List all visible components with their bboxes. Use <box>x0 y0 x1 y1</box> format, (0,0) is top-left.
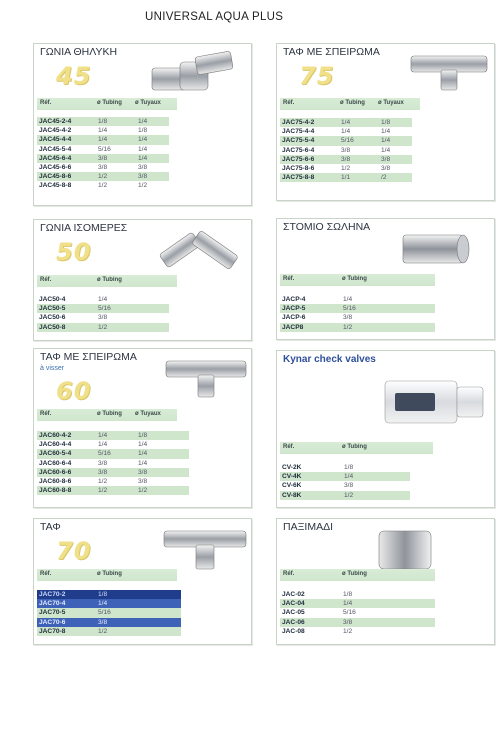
header-tuyaux: ø Tuyaux <box>135 100 161 106</box>
card-elbow-equal-50 <box>33 219 252 341</box>
check-valve-image <box>381 367 487 437</box>
cell-tuyaux: 1/8 <box>138 432 148 439</box>
table-row <box>37 431 189 440</box>
cell-tubing: 3/8 <box>98 459 108 467</box>
card-title: Kynar check valves <box>283 354 376 365</box>
header-tubing: ø Tubing <box>342 444 367 450</box>
cell-ref: JAC45-2-4 <box>39 118 72 125</box>
cell-tubing: 1/4 <box>344 473 354 481</box>
table-row <box>280 590 435 599</box>
table-body <box>37 431 189 495</box>
cell-tuyaux: 3/8 <box>138 163 148 171</box>
header-tubing: ø Tubing <box>340 100 365 106</box>
cell-ref: JAC70-6 <box>39 618 66 626</box>
header-tubing: ø Tubing <box>97 411 122 417</box>
cell-ref: JAC60-4-2 <box>39 432 72 439</box>
table-header <box>37 569 177 581</box>
header-ref: Réf. <box>40 411 52 417</box>
table-row <box>280 323 435 332</box>
cell-ref: JAC45-4-4 <box>39 136 72 144</box>
header-tuyaux: ø Tuyaux <box>135 411 161 417</box>
cell-tubing: 1/2 <box>344 491 354 499</box>
table-body <box>280 590 435 636</box>
cell-tubing: 1/4 <box>341 119 351 126</box>
cell-ref: JACP-5 <box>282 305 306 313</box>
table-row <box>280 164 412 173</box>
tube-insert-image <box>397 225 477 269</box>
model-number: 50 <box>56 238 92 266</box>
table-row <box>37 135 169 144</box>
header-ref: Réf. <box>40 100 52 106</box>
table-row <box>37 608 181 617</box>
model-number: 70 <box>56 537 92 565</box>
table-row <box>280 295 435 304</box>
cell-tuyaux: 3/8 <box>138 173 148 181</box>
card-tee-threaded-60 <box>33 348 252 508</box>
cell-tubing: 1/2 <box>98 627 108 635</box>
cell-tubing: 1/2 <box>98 477 108 485</box>
table-row <box>280 491 410 500</box>
cell-ref: JAC70-8 <box>39 627 66 635</box>
cell-ref: JAC45-6-6 <box>39 163 72 171</box>
cell-ref: JAC50-5 <box>39 305 66 313</box>
cell-tubing: 1/2 <box>343 627 353 635</box>
table-header <box>280 274 435 286</box>
cell-tubing: 1/8 <box>98 118 108 125</box>
table-row <box>280 313 435 322</box>
table-row <box>37 295 169 304</box>
table-row <box>280 304 435 313</box>
cell-tubing: 1/4 <box>343 296 353 303</box>
table-header <box>280 98 420 110</box>
table-row <box>37 459 189 468</box>
table-row <box>37 323 169 332</box>
card-title: ΓΩΝΙΑ ΘΗΛΥΚΗ <box>40 46 118 58</box>
cell-tuyaux: 3/8 <box>138 477 148 485</box>
cell-ref: JAC-05 <box>282 609 305 617</box>
cell-ref: JAC60-4-4 <box>39 441 72 449</box>
cell-tuyaux: 1/4 <box>138 459 148 467</box>
table-row <box>37 304 169 313</box>
cell-tuyaux: 1/4 <box>138 136 148 144</box>
table-header <box>37 275 177 287</box>
cell-tubing: 3/8 <box>98 468 108 476</box>
table-row <box>280 463 410 472</box>
table-row <box>37 618 181 627</box>
table-row <box>280 127 412 136</box>
model-number: 45 <box>56 62 92 90</box>
header-tubing: ø Tubing <box>97 277 122 283</box>
card-title: ΠΑΞΙΜΑΔΙ <box>283 521 334 533</box>
cell-ref: CV-4K <box>282 473 302 481</box>
cell-tubing: 5/16 <box>343 305 356 313</box>
cell-ref: JAC45-8-6 <box>39 173 72 181</box>
card-tee-threaded-75 <box>276 43 495 201</box>
cell-ref: JAC70-2 <box>39 591 66 598</box>
header-ref: Réf. <box>40 571 52 577</box>
cell-tuyaux: 3/8 <box>138 468 148 476</box>
table-row <box>280 618 435 627</box>
header-tubing: ø Tubing <box>342 276 367 282</box>
elbow-fitting-image <box>146 50 242 96</box>
cell-ref: JAC60-8-8 <box>39 487 72 495</box>
table-body <box>280 295 435 332</box>
table-row <box>37 154 169 163</box>
cell-tuyaux: 1/4 <box>381 146 391 154</box>
cell-tubing: 1/4 <box>341 128 351 136</box>
table-row <box>37 599 181 608</box>
cell-ref: JAC50-8 <box>39 323 66 331</box>
cell-tubing: 5/16 <box>98 305 111 313</box>
table-header <box>280 569 435 581</box>
card-title: ΤΑΦ ΜΕ ΣΠΕΙΡΩΜΑ <box>40 351 137 363</box>
header-tubing: ø Tubing <box>97 571 122 577</box>
card-title: ΤΑΦ <box>40 521 61 533</box>
cell-tubing: 1/1 <box>341 174 351 182</box>
cell-ref: JAC75-8-6 <box>282 164 315 172</box>
table-header <box>37 98 177 110</box>
cell-ref: JAC-06 <box>282 618 305 626</box>
table-row <box>280 173 412 182</box>
cell-tubing: 1/8 <box>343 591 353 598</box>
cell-tuyaux: 1/4 <box>138 154 148 162</box>
card-title: ΣΤΟΜΙΟ ΣΩΛΗΝΑ <box>283 221 371 233</box>
cell-tubing: 3/8 <box>98 314 108 322</box>
cell-tubing: 3/8 <box>98 154 108 162</box>
table-row <box>37 468 189 477</box>
model-number: 60 <box>56 377 92 405</box>
cell-ref: JAC75-4-4 <box>282 128 315 136</box>
cell-ref: JACP-6 <box>282 314 306 322</box>
cell-ref: JAC-04 <box>282 600 305 608</box>
cell-ref: JAC75-8-8 <box>282 174 315 182</box>
cell-ref: JAC60-6-6 <box>39 468 72 476</box>
elbow-fitting-image <box>154 222 248 276</box>
cell-tubing: 5/16 <box>343 609 356 617</box>
table-body <box>37 295 169 332</box>
card-nut <box>276 518 495 645</box>
cell-tubing: 1/2 <box>98 323 108 331</box>
cell-ref: JAC45-6-4 <box>39 154 72 162</box>
cell-tubing: 5/16 <box>98 609 111 617</box>
cell-ref: JACP-4 <box>282 296 306 303</box>
cell-tubing: 3/8 <box>343 314 353 322</box>
table-header <box>37 409 177 421</box>
table-row <box>280 472 410 481</box>
cell-tubing: 1/4 <box>343 600 353 608</box>
cell-tuyaux: 1/4 <box>381 128 391 136</box>
cell-ref: JAC45-4-2 <box>39 127 72 135</box>
cell-ref: JAC-08 <box>282 627 305 635</box>
cell-tubing: 5/16 <box>341 137 354 145</box>
cell-ref: CV-6K <box>282 482 302 490</box>
cell-ref: JAC-02 <box>282 591 305 598</box>
table-row <box>37 126 169 135</box>
header-ref: Réf. <box>283 444 295 450</box>
nut-image <box>373 527 437 573</box>
table-row <box>37 172 169 181</box>
table-row <box>37 117 169 126</box>
cell-tuyaux: /2 <box>381 174 387 182</box>
cell-ref: CV-2K <box>282 464 302 471</box>
header-tuyaux: ø Tuyaux <box>378 100 404 106</box>
header-ref: Réf. <box>40 277 52 283</box>
cell-tubing: 1/4 <box>98 136 108 144</box>
header-tubing: ø Tubing <box>342 571 367 577</box>
cell-ref: JAC75-5-4 <box>282 137 315 145</box>
header-ref: Réf. <box>283 571 295 577</box>
card-title: ΤΑΦ ΜΕ ΣΠΕΙΡΩΜΑ <box>283 46 380 58</box>
table-row <box>37 313 169 322</box>
cell-tubing: 3/8 <box>341 146 351 154</box>
cell-tubing: 1/2 <box>341 164 351 172</box>
cell-tubing: 3/8 <box>98 163 108 171</box>
cell-tuyaux: 1/2 <box>138 487 148 495</box>
table-body <box>37 117 169 191</box>
cell-tubing: 1/2 <box>98 487 108 495</box>
cell-tubing: 3/8 <box>343 618 353 626</box>
header-ref: Réf. <box>283 100 295 106</box>
table-body <box>37 590 181 636</box>
card-elbow-female-45 <box>33 43 252 206</box>
table-body <box>280 463 410 500</box>
cell-ref: JACP8 <box>282 323 304 331</box>
card-tee-70 <box>33 518 252 645</box>
table-row <box>37 145 169 154</box>
cell-tubing: 1/4 <box>98 441 108 449</box>
cell-tubing: 5/16 <box>98 450 111 458</box>
table-row <box>280 146 412 155</box>
table-row <box>37 486 189 495</box>
cell-tubing: 3/8 <box>98 618 108 626</box>
cell-ref: JAC75-6-4 <box>282 146 315 154</box>
table-row <box>37 449 189 458</box>
cell-tuyaux: 1/2 <box>138 182 148 190</box>
cell-tuyaux: 1/4 <box>381 137 391 145</box>
table-header <box>280 442 433 454</box>
tee-fitting-image <box>409 48 489 92</box>
card-title: ΓΩΝΙΑ ΙΣΟΜΕΡΕΣ <box>40 222 128 234</box>
cell-tubing: 3/8 <box>341 155 351 163</box>
table-row <box>280 155 412 164</box>
cell-ref: JAC45-5-4 <box>39 145 72 153</box>
table-row <box>280 627 435 636</box>
cell-ref: JAC75-6-6 <box>282 155 315 163</box>
cell-ref: CV-8K <box>282 491 302 499</box>
cell-ref: JAC75-4-2 <box>282 119 315 126</box>
cell-ref: JAC70-5 <box>39 609 66 617</box>
model-number: 75 <box>299 62 335 90</box>
cell-tuyaux: 3/8 <box>381 155 391 163</box>
table-row <box>37 627 181 636</box>
table-row <box>37 590 181 599</box>
cell-tuyaux: 3/8 <box>381 164 391 172</box>
card-kynar-check-valves <box>276 350 495 508</box>
cell-ref: JAC50-6 <box>39 314 66 322</box>
table-row <box>37 163 169 172</box>
table-row <box>280 136 412 145</box>
tee-fitting-image <box>164 355 248 401</box>
cell-tuyaux: 1/4 <box>138 145 148 153</box>
cell-tubing: 1/4 <box>98 296 108 303</box>
page-title: UNIVERSAL AQUA PLUS <box>145 11 284 23</box>
cell-tuyaux: 1/4 <box>138 450 148 458</box>
cell-ref: JAC60-6-4 <box>39 459 72 467</box>
cell-tubing: 1/8 <box>98 591 108 598</box>
cell-tubing: 1/8 <box>344 464 354 471</box>
table-row <box>280 599 435 608</box>
cell-tubing: 1/2 <box>98 173 108 181</box>
cell-tuyaux: 1/8 <box>138 127 148 135</box>
table-row <box>280 118 412 127</box>
cell-tuyaux: 1/4 <box>138 441 148 449</box>
table-row <box>280 481 410 490</box>
cell-tubing: 5/16 <box>98 145 111 153</box>
cell-ref: JAC70-4 <box>39 600 66 608</box>
cell-tubing: 1/4 <box>98 127 108 135</box>
table-row <box>37 181 169 190</box>
table-row <box>280 608 435 617</box>
card-subtitle: à visser <box>40 365 65 372</box>
cell-tuyaux: 1/4 <box>138 118 148 125</box>
cell-tubing: 1/4 <box>98 432 108 439</box>
table-body <box>280 118 412 182</box>
header-tubing: ø Tubing <box>97 100 122 106</box>
cell-ref: JAC60-8-6 <box>39 477 72 485</box>
cell-ref: JAC50-4 <box>39 296 66 303</box>
cell-tubing: 1/2 <box>98 182 108 190</box>
card-tube-insert <box>276 218 495 340</box>
header-ref: Réf. <box>283 276 295 282</box>
cell-ref: JAC45-8-8 <box>39 182 72 190</box>
cell-tuyaux: 1/8 <box>381 119 391 126</box>
table-row <box>37 477 189 486</box>
cell-tubing: 3/8 <box>344 482 354 490</box>
cell-tubing: 1/4 <box>98 600 108 608</box>
tee-fitting-image <box>162 523 248 571</box>
cell-tubing: 1/2 <box>343 323 353 331</box>
cell-ref: JAC60-5-4 <box>39 450 72 458</box>
table-row <box>37 440 189 449</box>
